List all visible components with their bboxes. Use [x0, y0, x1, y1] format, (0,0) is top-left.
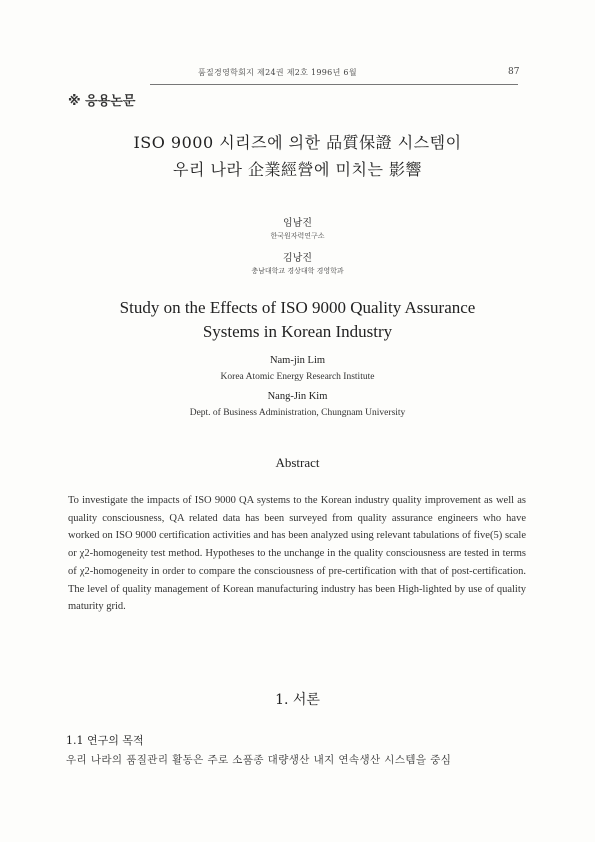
english-affiliation-1: Korea Atomic Energy Research Institute — [220, 372, 375, 382]
korean-author-2: 김낭진 — [283, 253, 312, 264]
abstract-heading: Abstract — [275, 455, 320, 470]
english-affiliation-2: Dept. of Business Administration, Chungnam University — [189, 408, 406, 418]
korean-author-1: 임남진 — [283, 218, 312, 229]
english-author-2: Nang-Jin Kim — [267, 391, 328, 402]
running-header: 품질경영학회지 제24권 제2호 1996년 6월 — [198, 68, 357, 77]
korean-title-line-1: ISO 9000 시리즈에 의한 品質保證 시스템이 — [133, 133, 462, 152]
english-author-1: Nam-jin Lim — [269, 355, 326, 366]
page-number: 87 — [508, 67, 520, 77]
korean-affiliation-2: 충남대학교 경상대학 경영학과 — [251, 267, 344, 275]
korean-title-line-2: 우리 나라 企業經營에 미치는 影響 — [173, 160, 422, 179]
korean-affiliation-1: 한국원자력연구소 — [270, 232, 325, 240]
abstract-body: To investigate the impacts of ISO 9000 QA systems to the Korean industry quality improvement as well as quality consciousness, QA related data has been surveyed from quality assurance engineers who have worked on ISO 9000 certification activities and has been analyzed using relevant tabulations of five(5) scale or χ2-homogeneity test method. Hypotheses to the unchange in the quality consciousness are tested in terms of χ2-homogeneity in order to compare the consciousness of pre-certification with that of post-certification. The level of quality management of Korean manufacturing industry has been High-lighted by use of quality maturity grid. — [68, 495, 526, 613]
header-rule — [150, 84, 518, 85]
english-title-line-1: Study on the Effects of ISO 9000 Quality Assurance — [119, 298, 476, 317]
english-title-line-2: Systems in Korean Industry — [202, 322, 393, 341]
section-tag: ※ 응용논문 — [68, 94, 136, 109]
subsection-heading: 1.1 연구의 목적 — [66, 734, 144, 747]
section-heading: 1. 서론 — [275, 692, 320, 708]
body-text-line: 우리 나라의 품질관리 활동은 주로 소품종 대량생산 내지 연속생산 시스템을 중심 — [66, 754, 452, 766]
